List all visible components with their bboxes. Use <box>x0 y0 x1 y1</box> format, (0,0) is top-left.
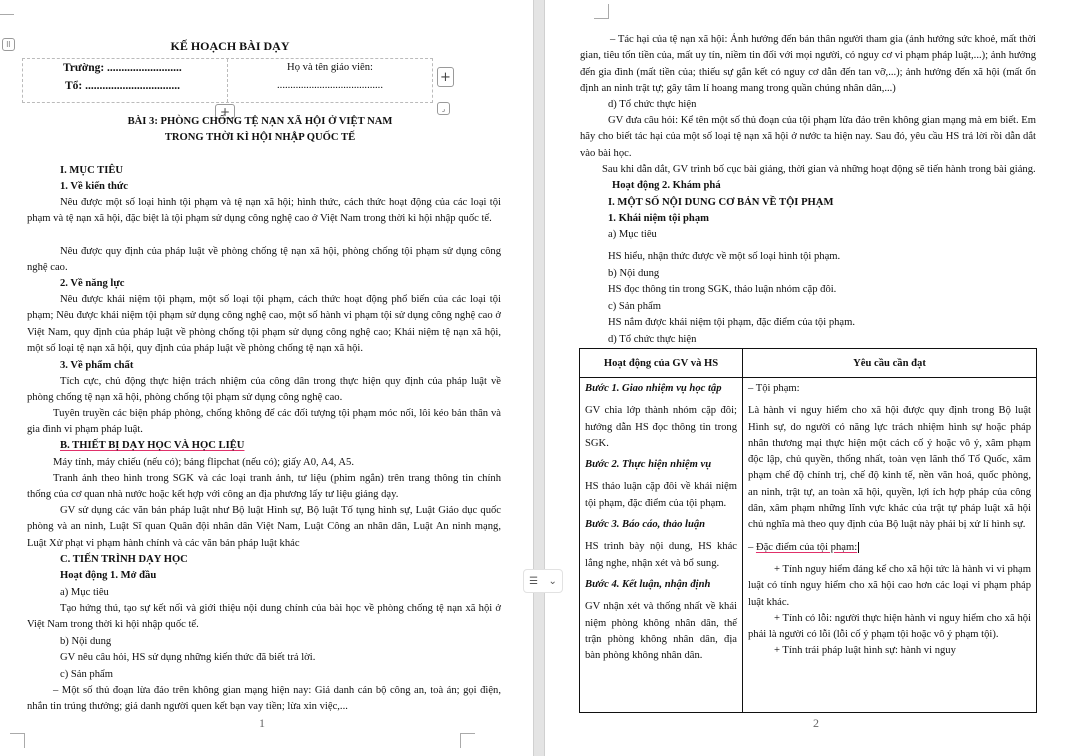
paragraph: Tranh ảnh theo hình trong SGK và các loại tranh ảnh, tư liệu (phim ngắn) trên trang thông tin chính thống của cơ quan nhà nước hoặc kết hợp với công an địa phương lấy tư liệu giảng dạy. <box>27 473 501 501</box>
heading-competency: 2. Về năng lực <box>60 278 125 289</box>
heading-crime-concept: 1. Khái niệm tội phạm <box>608 213 709 224</box>
feature-item: + Tính có lỗi: người thực hiện hành vi nguy hiểm cho xã hội phải là người có lỗi (lỗi cố ý phạm tội hoặc vô ý phạm tội). <box>748 612 1031 641</box>
heading-activity-2: Hoạt động 2. Khám phá <box>612 180 721 191</box>
features-label: Đặc điểm của tội phạm: <box>755 541 858 553</box>
table-cell-requirements[interactable] <box>743 378 1037 713</box>
table-header-requirements: Yêu cầu cần đạt <box>743 349 1037 378</box>
header-table[interactable] <box>22 58 433 103</box>
step-title: Bước 4. Kết luận, nhận định <box>585 578 711 590</box>
heading-activity-1: Hoạt động 1. Mở đầu <box>60 570 157 581</box>
page-gap <box>533 0 545 756</box>
crop-mark <box>10 733 25 748</box>
step-title: Bước 3. Báo cáo, thảo luận <box>585 519 706 531</box>
crop-mark <box>460 733 475 748</box>
activity-table[interactable] <box>579 348 1037 713</box>
paragraph: Nêu được một số loại hình tội phạm và tệ nạn xã hội; hình thức, cách thức hoạt động của các loại tội phạm và tệ nạn xã hội, đặc biệt là tội phạm sử dụng công nghệ cao ở Việt Nam trong thời kì hội nhập quốc tế. <box>27 197 501 225</box>
header-cell-teacher[interactable] <box>228 59 432 102</box>
table-cell-activities[interactable] <box>580 378 743 713</box>
paragraph: – Tác hại của tệ nạn xã hội: Ảnh hưởng đến bản thân người tham gia (ảnh hưởng sức khoẻ, mất thời gian, tiêu tốn tiền của, mất uy tín, niềm tin đối với mọi người, có nguy cơ vi phạm pháp luật,...); ảnh hưởng đến gia đình (mất tiền của; thiếu sự gắn kết có nguy cơ dẫn đến tan vỡ,...); ảnh hưởng đến xã hội (mất ổn định an ninh trật tự; gây tâm lí hoang mang trong quần chúng nhân dân,...) <box>580 34 1036 94</box>
paragraph: Nêu được quy định của pháp luật về phòng chống tệ nạn xã hội, phòng chống tội phạm sử dụng công nghệ cao. <box>27 246 501 274</box>
teacher-field: ........................................ <box>277 80 383 91</box>
page-number: 1 <box>259 716 265 730</box>
step-text: GV nhận xét và thống nhất về khái niệm phòng không nhân dân, thế trận phòng không nhân dân, địa bàn phòng không nhân dân. <box>585 601 737 662</box>
label-objective: a) Mục tiêu <box>60 587 109 598</box>
page-number: 2 <box>813 716 819 730</box>
heading-process: C. TIẾN TRÌNH DẠY HỌC <box>60 554 188 565</box>
crime-label: – Tội phạm: <box>748 383 800 394</box>
heading-qualities: 3. Về phẩm chất <box>60 360 134 371</box>
paragraph: Tạo hứng thú, tạo sự kết nối và giới thiệu nội dung chính của bài học về phòng chống tệ nạn xã hội ở Việt Nam trong thời kì hội nhập quốc tế. <box>27 603 501 631</box>
table-move-handle-icon[interactable]: ⠿ <box>2 38 15 51</box>
document-title: KẾ HOẠCH BÀI DẠY <box>170 39 290 53</box>
dash: – <box>748 541 756 553</box>
step-text: HS trình bày nội dung, HS khác lắng nghe, nhận xét và bổ sung. <box>585 541 737 569</box>
document-page-1[interactable] <box>0 0 533 756</box>
paragraph: GV nêu câu hỏi, HS sử dụng những kiến thức đã biết trả lời. <box>60 652 316 663</box>
label-organize: d) Tổ chức thực hiện <box>608 334 697 345</box>
add-column-plus-icon[interactable]: + <box>437 67 454 87</box>
group-field: Tổ: ................................. <box>65 80 180 92</box>
step-text: HS thảo luận cặp đôi về khái niệm tội phạm, đặc điểm của tội phạm. <box>585 481 737 509</box>
step-title: Bước 2. Thực hiện nhiệm vụ <box>585 459 712 471</box>
paragraph: Máy tính, máy chiếu (nếu có); bảng flipchat (nếu có); giấy A0, A4, A5. <box>53 457 354 468</box>
chevron-down-icon[interactable]: ⌄ <box>548 575 557 587</box>
paragraph: Tuyên truyền các biện pháp phòng, chống không để các đối tượng tội phạm móc nối, lôi kéo bản thân và gia đình vi phạm pháp luật. <box>27 408 501 436</box>
paragraph: Tích cực, chủ động thực hiện trách nhiệm của công dân trong thực hiện quy định của pháp luật về phòng chống tệ nạn xã hội, phòng chống tội phạm sử dụng công nghệ cao. <box>27 376 501 404</box>
paragraph: HS nắm được khái niệm tội phạm, đặc điểm của tội phạm. <box>608 317 855 328</box>
label-organize: d) Tổ chức thực hiện <box>608 99 697 110</box>
text-cursor <box>858 542 859 553</box>
teacher-label: Họ và tên giáo viên: <box>287 62 373 73</box>
lesson-title-line-2: TRONG THỜI KÌ HỘI NHẬP QUỐC TẾ <box>164 132 356 143</box>
crop-mark <box>594 4 609 19</box>
heading-equipment: B. THIẾT BỊ DẠY HỌC VÀ HỌC LIỆU <box>60 440 245 451</box>
features-line <box>748 540 1031 556</box>
label-content: b) Nội dung <box>60 636 112 647</box>
add-row-plus-icon[interactable]: + <box>215 104 235 119</box>
table-resize-handle-icon[interactable]: ⌟ <box>437 102 450 115</box>
document-page-2[interactable] <box>545 0 1085 756</box>
paragraph: HS đọc thông tin trong SGK, thảo luận nhóm cặp đôi. <box>608 284 837 295</box>
table-header-activities: Hoạt động của GV và HS <box>580 349 743 378</box>
paragraph: HS hiểu, nhận thức được về một số loại hình tội phạm. <box>608 251 841 262</box>
step-title: Bước 1. Giao nhiệm vụ học tập <box>585 383 722 394</box>
feature-item: + Tính nguy hiểm đáng kể cho xã hội tức là hành vi vi phạm luật có tính nguy hiểm cho xã hội cao hơn các loại vi phạm pháp luật khác. <box>748 563 1031 608</box>
step-text: GV chia lớp thành nhóm cặp đôi; hướng dẫn HS đọc thông tin trong SGK. <box>585 405 737 449</box>
paragraph: Sau khi dẫn dắt, GV trình bố cục bài giảng, thời gian và những hoạt động sẽ tiến hành trong bài giảng. <box>602 164 1036 175</box>
label-content: b) Nội dung <box>608 268 660 279</box>
heading-crime-content: I. MỘT SỐ NỘI DUNG CƠ BẢN VỀ TỘI PHẠM <box>608 197 834 208</box>
layout-options-button[interactable] <box>523 569 563 593</box>
label-product: c) Sản phẩm <box>608 301 661 312</box>
paragraph: GV sử dụng các văn bản pháp luật như Bộ luật Hình sự, Bộ luật Tố tụng hình sự, Luật Giáo dục quốc phòng và an ninh, Luật Sĩ quan Quân đội nhân dân Việt Nam, Luật Công an nhân dân, Luật An ninh mạng, Luật Xử phạt vi phạm hành chính và các văn bản pháp luật khác <box>27 505 501 549</box>
header-cell-school[interactable] <box>23 59 228 102</box>
label-product: c) Sản phẩm <box>60 669 113 680</box>
paragraph: Nêu được khái niệm tội phạm, một số loại tội phạm, cách thức hoạt động phổ biến của các loại tội phạm; Nêu được khái niệm tội phạm sử dụng công nghệ cao, một số hành vi phạm tội sử dụng công nghệ cao ở Việt Nam, quy định của pháp luật về phòng chống tội phạm sử dụng công nghệ cao; Khái niệm tệ nạn xã hội, một số loại tệ nạn xã hội, quy định của pháp luật về phòng chống tệ nạn xã hội. <box>27 294 501 354</box>
feature-item: + Tính trái pháp luật hình sự: hành vi nguy <box>774 645 956 657</box>
heading-objectives: I. MỤC TIÊU <box>60 165 124 176</box>
layout-options-icon: ☰ <box>529 575 539 587</box>
lesson-title-line-1: BÀI 3: PHÒNG CHỐNG TỆ NẠN XÃ HỘI Ở VIỆT NAM <box>127 116 393 127</box>
heading-knowledge: 1. Về kiến thức <box>60 181 128 192</box>
paragraph: GV đưa câu hỏi: Kể tên một số thủ đoạn của tội phạm lừa đảo trên không gian mạng mà em biết. Em hãy cho biết tác hại của một số loại tệ nạn xã hội ở nước ta hiện nay. Sau đó, yêu cầu HS trả lời rồi dẫn dắt vào bài học. <box>580 115 1036 159</box>
crop-mark <box>0 0 14 15</box>
label-objective: a) Mục tiêu <box>608 229 657 240</box>
school-field: Trường: .......................... <box>63 62 182 74</box>
crime-definition: Là hành vi nguy hiểm cho xã hội được quy định trong Bộ luật Hình sự, do người có năng lực trách nhiệm hình sự hoặc pháp nhân thương mại thực hiện một cách cố ý hoặc vô ý, xâm phạm độc lập, chủ quyền, thống nhất, toàn vẹn lãnh thổ Tổ Quốc, xâm phạm chế độ chính trị, chế độ kinh tế, nền văn hoá, quốc phòng, an ninh, trật tự, an toàn xã hội, quyền, lợi ích hợp pháp của công dân, xâm phạm những lĩnh vực khác của trật tự pháp luật xã hội chủ nghĩa mà theo quy định của Bộ luật này phải bị xử lí hình sự. <box>748 405 1031 531</box>
paragraph: – Một số thủ đoạn lừa đảo trên không gian mạng hiện nay: Giả danh cán bộ công an, toà án; gọi điện, nhắn tin trúng thưởng; giả danh người quen kết bạn vay tiền; lừa xin việc,... <box>27 685 501 713</box>
